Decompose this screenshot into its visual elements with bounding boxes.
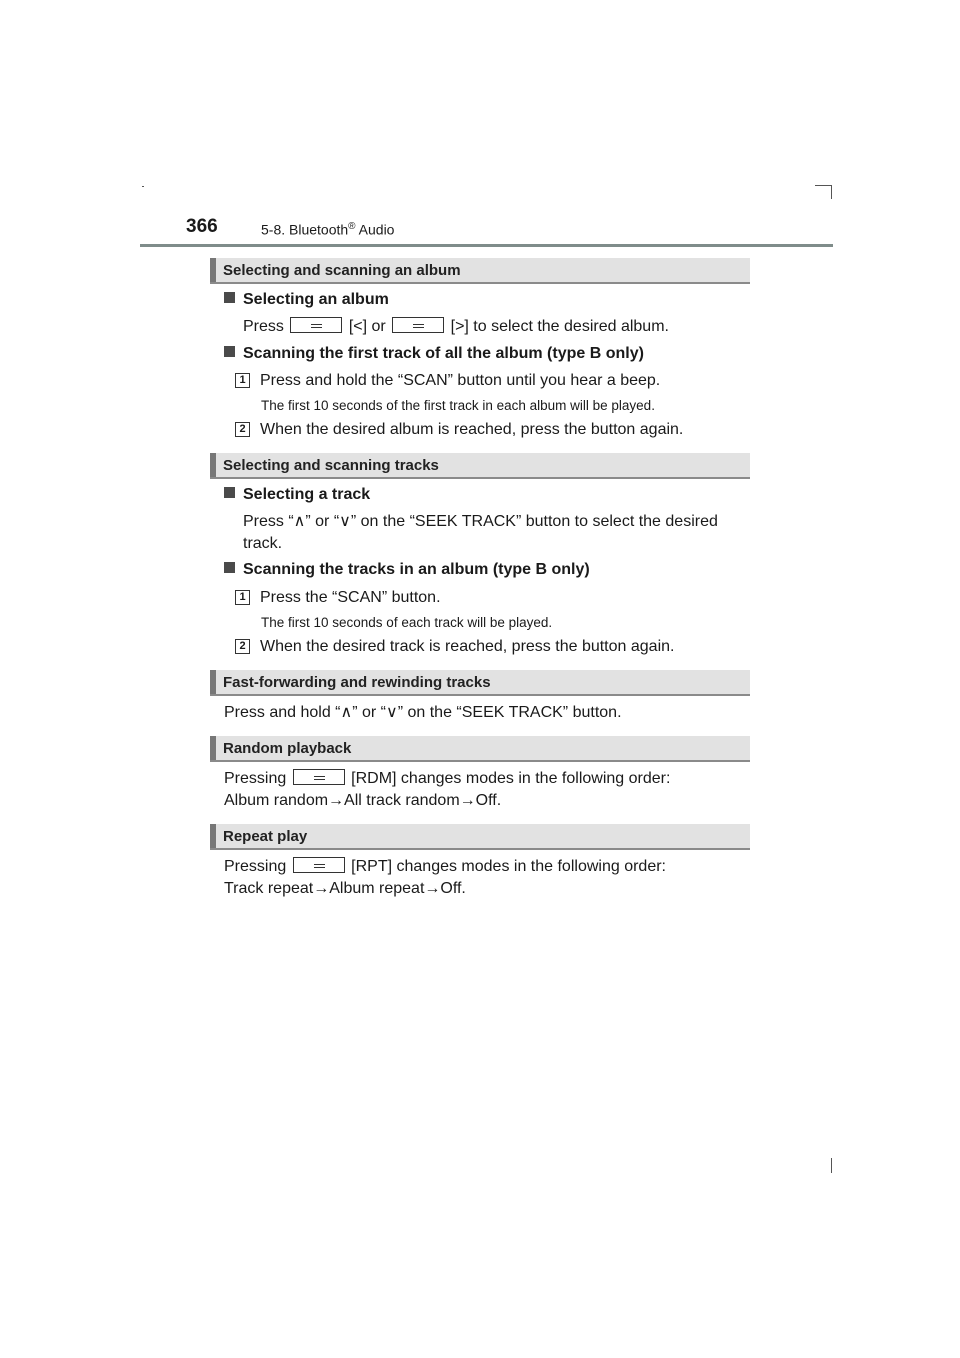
section-heading: Random playback xyxy=(210,736,750,762)
body-text: Pressing [RPT] changes modes in the following order: xyxy=(224,858,666,875)
instruction-text: Press “∧” or “∨” on the “SEEK TRACK” button to select the desired xyxy=(243,513,718,530)
subheading: Scanning the tracks in an album (type B only) xyxy=(224,561,590,579)
crop-mark xyxy=(831,1158,832,1173)
crop-mark xyxy=(831,185,832,199)
step-number: 1 xyxy=(235,373,250,388)
step-text: Press and hold the “SCAN” button until you hear a beep. xyxy=(260,372,661,389)
crop-mark xyxy=(815,185,832,186)
step-note: The first 10 seconds of the first track in each album will be played. xyxy=(261,398,655,413)
body-text: Track repeat→Album repeat→Off. xyxy=(224,880,466,897)
step-number: 2 xyxy=(235,639,250,654)
preset-button-icon xyxy=(293,769,345,785)
section-heading: Selecting and scanning tracks xyxy=(210,453,750,479)
tune-button-icon xyxy=(290,317,342,333)
body-text: Pressing [RDM] changes modes in the following order: xyxy=(224,770,671,787)
section-heading: Repeat play xyxy=(210,824,750,850)
instruction-text: Press [<] or [>] to select the desired album. xyxy=(243,318,669,335)
header-rule xyxy=(140,244,833,247)
section-title: 5-8. Bluetooth® Audio xyxy=(261,221,395,238)
body-text: Album random→All track random→Off. xyxy=(224,792,502,809)
preset-button-icon xyxy=(293,857,345,873)
crop-mark xyxy=(142,186,144,187)
section-heading: Fast-forwarding and rewinding tracks xyxy=(210,670,750,696)
step-text: When the desired track is reached, press the button again. xyxy=(260,638,675,655)
subheading: Selecting a track xyxy=(224,486,370,504)
instruction-text: track. xyxy=(243,535,283,552)
tune-button-icon xyxy=(392,317,444,333)
subheading: Scanning the first track of all the album (type B only) xyxy=(224,345,644,363)
step-number: 2 xyxy=(235,422,250,437)
subheading: Selecting an album xyxy=(224,291,389,309)
page-number: 366 xyxy=(186,216,218,237)
step-text: When the desired album is reached, press the button again. xyxy=(260,421,684,438)
step-number: 1 xyxy=(235,590,250,605)
step-text: Press the “SCAN” button. xyxy=(260,589,441,606)
body-text: Press and hold “∧” or “∨” on the “SEEK TRACK” button. xyxy=(224,704,622,721)
step-note: The first 10 seconds of each track will be played. xyxy=(261,615,553,630)
section-heading: Selecting and scanning an album xyxy=(210,258,750,284)
